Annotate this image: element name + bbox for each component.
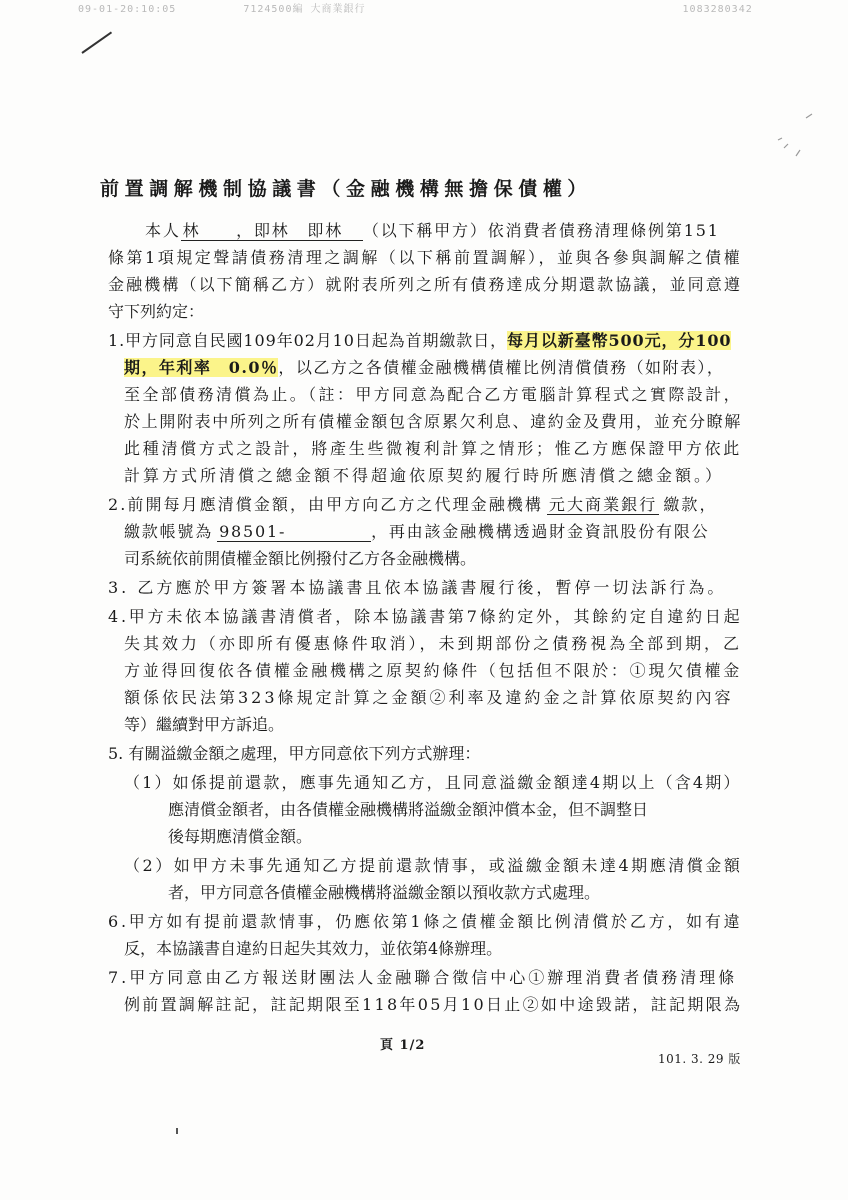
item5-sub2-line-1: （2）如甲方未事先通知乙方提前還款情事，或溢繳金額未達4期應清償金額 [124,856,743,875]
intro-line-1 [145,220,720,244]
agent-bank-field: 元大商業銀行 [548,495,658,514]
intro-line-3: 金融機構（以下簡稱乙方）就附表所列之所有債務達成分期還款協議，並同意遵 [108,275,743,294]
item2-line-2-rest: ，再由該金融機構透過財金資訊股份有限公 [371,522,710,541]
highlighted-interest-rate: 期，年利率 0.0％ [124,358,279,377]
fax-header [78,0,778,14]
fax-header-datetime: 09-01-20:10:05 [78,4,177,14]
item1-line-4: 於上開附表中所列之所有債權金額包含原累欠利息、違約金及費用，並充分瞭解 [124,412,743,431]
item1-line-6: 計算方式所清償之總金額不得超逾依原契約履行時所應清償之總金額。） [124,466,725,485]
item2-line-1 [108,494,718,518]
item4-line-5: 等）繼續對甲方訴追。 [124,715,285,734]
item4-line-3: 方並得回復依各債權金融機構之原契約條件（包括但不限於：①現欠債權金 [124,661,743,680]
item2-line-1-end: 繳款， [663,495,718,514]
corner-scribble-mark [776,100,816,160]
debtor-name-field: 林 ，即林 即林 [182,221,361,240]
fax-header-number: 1083280342 [682,4,753,14]
item1-line-5: 此種清償方式之設計，將產生些微複利計算之情形；惟乙方應保證甲方依此 [124,439,743,458]
intro-line-2: 條第1項規定聲請債務清理之調解（以下稱前置調解），並與各參與調解之債權 [108,248,743,267]
highlighted-payment-terms: 每月以新臺幣500元，分100 [507,331,732,350]
item5-sub2-line-2: 者，甲方同意各債權金融機構將溢繳金額以預收款方式處理。 [168,883,601,902]
item6-line-2: 反，本協議書自違約日起失其效力，並依第4條辦理。 [124,939,503,958]
item2-line-2 [124,521,709,545]
account-number-field: 98501- [217,523,371,542]
item2-account-label: 繳款帳號為 [124,522,214,541]
item5-line-1: 5. 有關溢繳金額之處理，甲方同意依下列方式辦理： [108,744,481,763]
item5-sub1-line-3: 後每期應清償金額。 [168,827,313,846]
item6-line-1: 6.甲方如有提前還款情事，仍應依第1條之債權金額比例清償於乙方，如有違 [108,912,743,931]
item5-sub1-line-2: 應清償金額者，由各債權金融機構將溢繳金額沖償本金，但不調整日 [168,800,649,819]
document-title: 前置調解機制協議書（金融機構無擔保債權） [100,178,593,200]
item4-line-1: 4.甲方未依本協議書清償者，除本協議書第7條約定外，其餘約定自違約日起 [108,607,743,626]
item7-line-2: 例前置調解註記，註記期限至118年05月10日止②如中途毀諾，註記期限為 [124,995,743,1014]
item1-line-2 [124,357,724,381]
item1-start-date: 1.甲方同意自民國109年02月10日起為首期繳款日， [108,331,508,350]
form-version: 101. 3. 29 版 [658,1052,741,1066]
item1-line-2-rest: ，以乙方之各債權金融機構債權比例清償債務（如附表）， [278,358,725,377]
intro-rest: （以下稱甲方）依消費者債務清理條例第151 [362,221,720,240]
item7-line-1: 7.甲方同意由乙方報送財團法人金融聯合徵信中心①辦理消費者債務清理條 [108,968,738,987]
item1-line-3: 至全部債務清償為止。（註：甲方同意為配合乙方電腦計算程式之實際設計， [124,385,743,404]
fax-header-sender: 7124500編 大商業銀行 [243,4,366,14]
handwritten-slash-mark [81,32,112,54]
item4-line-2: 失其效力（亦即所有優惠條件取消），未到期部份之債務視為全部到期，乙 [124,634,743,653]
item1-line-1 [108,330,731,354]
intro-line-4: 守下列約定： [108,302,205,321]
item4-line-4: 額係依民法第323條規定計算之金額②利率及違約金之計算依原契約內容 [124,688,734,707]
item2-line-3: 司系統依前開債權金額比例撥付乙方各金融機構。 [124,549,477,568]
page-number: 頁 1/2 [380,1038,426,1053]
scan-speck [176,1128,178,1134]
intro-prefix: 本人 [145,221,181,240]
item3-line-1: 3. 乙方應於甲方簽署本協議書且依本協議書履行後，暫停一切法訴行為。 [108,578,727,597]
item2-line-1-text: 2.前開每月應清償金額，由甲方向乙方之代理金融機構 [108,495,543,514]
item5-sub1-line-1: （1）如係提前還款，應事先通知乙方，且同意溢繳金額達4期以上（含4期） [124,773,742,792]
